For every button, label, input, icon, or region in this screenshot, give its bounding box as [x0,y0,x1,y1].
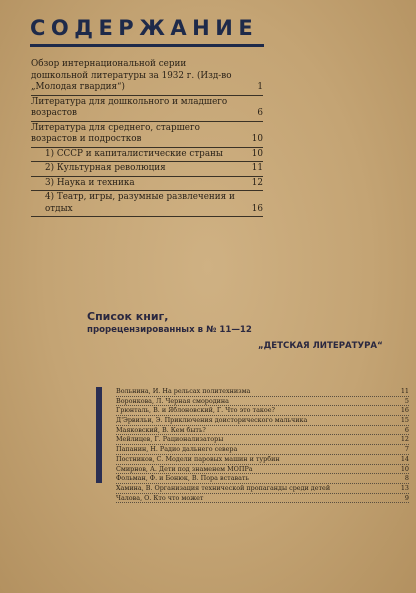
book-page: 14 [400,454,409,463]
book-page: 13 [400,483,409,492]
toc-item-text: 2) Культурная революция [45,163,166,173]
book-list-item [116,387,409,397]
journal-name: „ДЕТСКАЯ ЛИТЕРАТУРА“ [258,341,383,351]
toc-item-text: Литература для среднего, старшего возрастов и подростков [31,122,200,144]
toc-item [31,122,263,148]
toc-item-page: 11 [251,163,263,173]
book-page: 8 [404,474,409,483]
book-entry: Маяковский, В. Кем быть? [116,425,206,434]
book-entry: Мейлицев, Г. Рационализаторы [116,435,224,444]
toc-item [31,58,263,96]
book-page: 16 [400,406,409,415]
toc-subitem [31,148,263,163]
book-page: 9 [404,493,409,502]
toc-subitem [31,177,263,192]
book-list-item [116,494,409,504]
book-list-item [116,426,409,436]
book-list-items [116,387,409,503]
book-entry: Воронкова, Л. Черная смородина [116,396,229,405]
book-list-item [116,416,409,426]
toc-item-page: 12 [251,177,263,188]
book-entry: Грюнталь, В. и Яблоновский, Г. Что это такое? [116,406,275,415]
toc-item-text: 3) Наука и техника [45,177,135,188]
book-entry: Смирнов, А. Дети под знаменем МОПРа [116,464,253,473]
book-list-item [116,484,409,494]
book-list-item [116,465,409,475]
toc-item-text: 4) Театр, игры, разумные развлечения и отдых [45,192,235,214]
book-entry: Фольман, Ф. и Бонюк, В. Пора вставать [116,474,249,483]
book-page: 10 [400,464,409,473]
toc-subitem [31,191,263,217]
book-list [96,387,409,502]
decorative-bar [96,387,102,483]
book-list-item [116,474,409,484]
book-entry: Хамина, В. Организация технической пропаганды среди детей [116,483,331,492]
book-page: 12 [400,435,409,444]
book-page: 5 [404,396,409,405]
toc-item-text: 1) СССР и капиталистические страны [45,148,223,159]
book-list-subtitle: прорецензированных в № 11—12 [87,325,252,335]
book-page: 6 [404,425,409,434]
book-list-item [116,445,409,455]
toc-item-page: 16 [251,203,263,214]
book-entry: Вольнина, И. На рельсах политехнизма [116,387,251,395]
toc-item-page: 10 [251,148,263,159]
toc-item-page: 6 [257,108,263,118]
book-entry: Постников, С. Модели паровых машин и турбин [116,454,280,463]
toc-item-text: Обзор интернациональной серии дошкольной литературы за 1932 г. (Изд-во „Молодая гвардия“) [31,59,232,92]
book-page: 15 [400,416,409,425]
toc-item-text: Литература для дошкольного и младшего возрастов [31,96,228,118]
book-list-title: Список книг, [87,310,169,323]
book-list-item [116,406,409,416]
toc-subitem [31,162,263,177]
book-entry: Д'Эрвильи, Э. Приключения доисторического мальчика [116,416,308,425]
book-list-item [116,435,409,445]
book-entry: Папанин, Н. Радио дальнего севера [116,445,238,454]
title-underline [30,44,264,47]
book-entry: Чалова, О. Кто что может [116,493,204,502]
book-page: 7 [404,445,409,454]
toc-item-page: 1 [257,82,263,92]
toc-item [31,96,263,122]
toc-item-page: 10 [251,134,263,144]
book-list-item [116,455,409,465]
table-of-contents [31,58,263,217]
book-page: 11 [400,387,409,395]
book-list-item [116,397,409,407]
contents-title: СОДЕРЖАНИЕ [30,16,259,40]
